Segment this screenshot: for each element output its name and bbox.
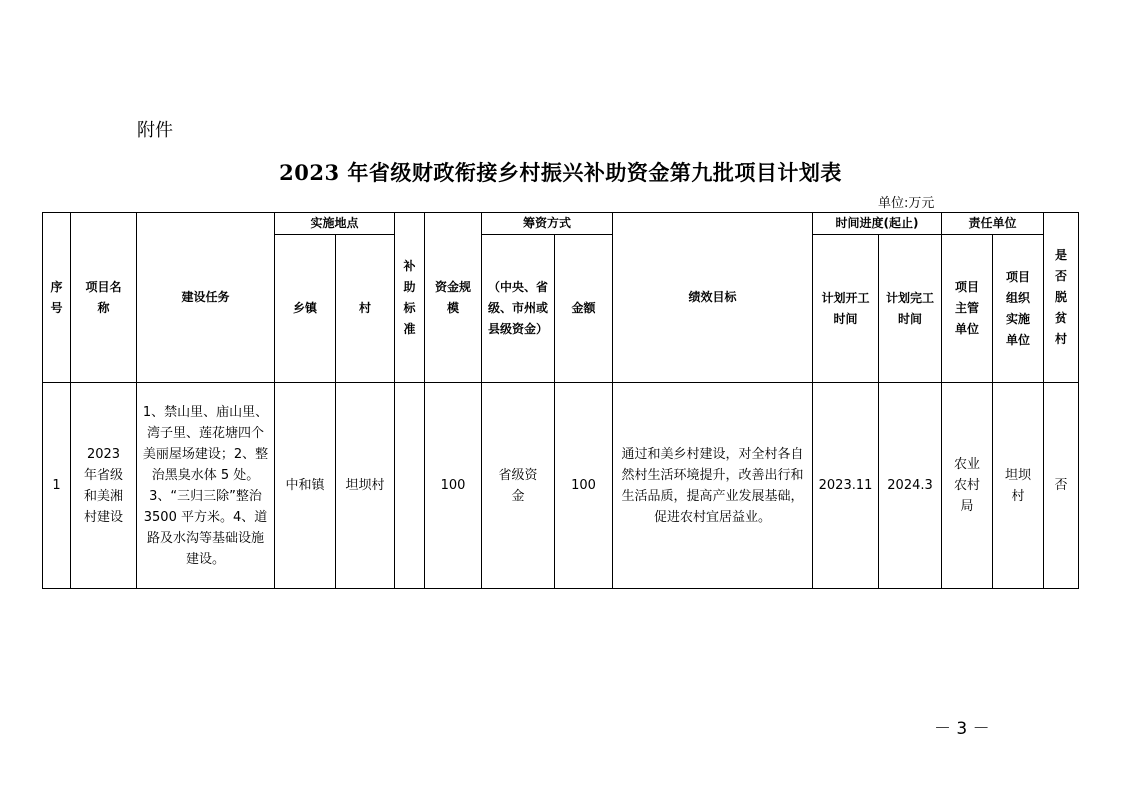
header-funding-source: （中央、省级、市州或县级资金）: [482, 235, 555, 383]
cell-fund-scale: 100: [425, 383, 482, 589]
header-village: 村: [336, 235, 395, 383]
cell-start-time: 2023.11: [813, 383, 879, 589]
header-subsidy-standard: 补助标准: [395, 213, 425, 383]
cell-funding-source: 省级资金: [482, 383, 555, 589]
page-number: － 3 －: [934, 719, 990, 739]
unit-label: 单位:万元: [878, 196, 935, 211]
header-location-group: 实施地点: [275, 213, 395, 235]
header-task: 建设任务: [137, 213, 275, 383]
header-amount: 金额: [555, 235, 613, 383]
cell-end-time: 2024.3: [879, 383, 942, 589]
header-performance-goal: 绩效目标: [613, 213, 813, 383]
cell-implementer: 坦坝村: [993, 383, 1044, 589]
header-implementer: 项目组织实施单位: [993, 235, 1044, 383]
header-end-time: 计划完工时间: [879, 235, 942, 383]
cell-project-name: 2023 年省级和美湘村建设: [71, 383, 137, 589]
header-start-time: 计划开工时间: [813, 235, 879, 383]
header-town: 乡镇: [275, 235, 336, 383]
table-header-row: [43, 213, 1079, 235]
project-plan-table: [42, 212, 1079, 589]
cell-subsidy-standard: [395, 383, 425, 589]
cell-seq: 1: [43, 383, 71, 589]
header-funding-group: 筹资方式: [482, 213, 613, 235]
cell-poverty-village: 否: [1044, 383, 1079, 589]
header-responsibility-group: 责任单位: [942, 213, 1044, 235]
header-fund-scale: 资金规模: [425, 213, 482, 383]
cell-task: 1、禁山里、庙山里、湾子里、莲花塘四个美丽屋场建设；2、整治黑臭水体 5 处。3、“三归三除”整治 3500 平方米。4、道路及水沟等基础设施建设。: [137, 383, 275, 589]
header-schedule-group: 时间进度(起止): [813, 213, 942, 235]
cell-town: 中和镇: [275, 383, 336, 589]
document-title: 2023 年省级财政衔接乡村振兴补助资金第九批项目计划表: [279, 160, 842, 185]
cell-performance-goal: 通过和美乡村建设，对全村各自然村生活环境提升，改善出行和生活品质，提高产业发展基础，促进农村宜居益业。: [613, 383, 813, 589]
header-seq: 序号: [43, 213, 71, 383]
attachment-label: 附件: [137, 120, 173, 141]
table-row: [43, 383, 1079, 589]
cell-authority: 农业农村局: [942, 383, 993, 589]
cell-village: 坦坝村: [336, 383, 395, 589]
header-authority: 项目主管单位: [942, 235, 993, 383]
header-project-name: 项目名称: [71, 213, 137, 383]
header-poverty-village: 是否脱贫村: [1044, 213, 1079, 383]
cell-amount: 100: [555, 383, 613, 589]
